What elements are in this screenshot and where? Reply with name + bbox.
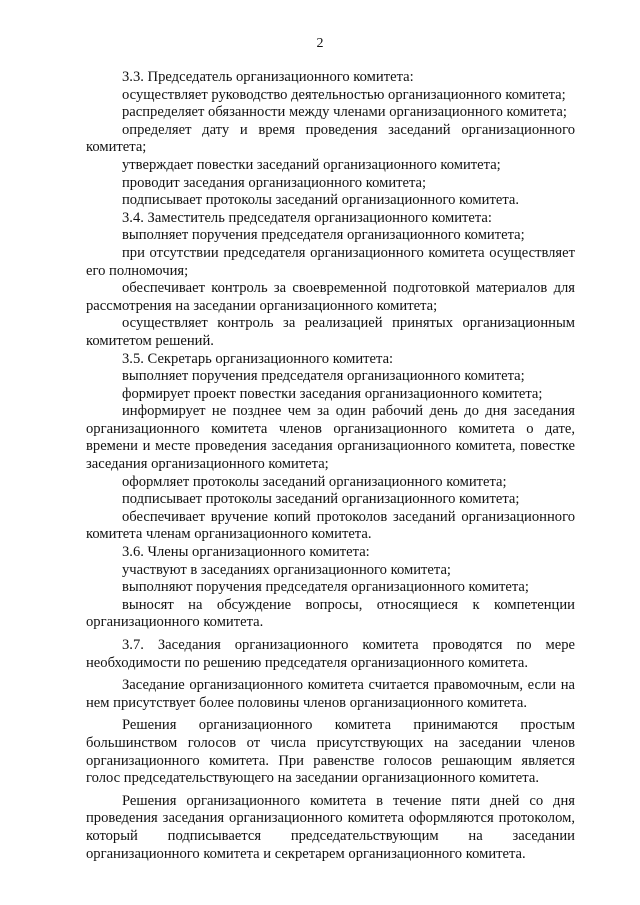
paragraph-3-6-heading: 3.6. Члены организационного комитета: [122, 544, 370, 561]
paragraph: Заседание организационного комитета считается правомочным, если на нем присутствует более половины членов организационного комитета. [86, 677, 575, 711]
paragraph: при отсутствии председателя организационного комитета осуществляет его полномочия; [86, 244, 575, 279]
paragraph: осуществляет руководство деятельностью организационного комитета; [122, 86, 566, 103]
paragraph: участвуют в заседаниях организационного комитета; [122, 561, 451, 578]
paragraph: подписывает протоколы заседаний организационного комитета. [122, 192, 520, 209]
paragraph: Решения организационного комитета в течение пяти дней со дня проведения заседания организационного комитета оформляются протоколом, который подписывается председательствующим на заседании организационного комитета и секретарем организационного комитета. [86, 792, 575, 862]
paragraph-3-4-heading: 3.4. Заместитель председателя организационного комитета: [122, 209, 492, 226]
paragraph: выносят на обсуждение вопросы, относящиеся к компетенции организационного комитета. [86, 596, 575, 631]
paragraph: выполняет поручения председателя организационного комитета; [122, 368, 525, 385]
paragraph-3-7: 3.7. Заседания организационного комитета проводятся по мере необходимости по решению председателя организационного комитета. [86, 637, 575, 671]
paragraph: утверждает повестки заседаний организационного комитета; [122, 156, 501, 173]
paragraph: Решения организационного комитета принимаются простым большинством голосов от числа присутствующих на заседании членов организационного комитета. При равенстве голосов решающим является голос председательствующего на заседании организационного комитета. [86, 717, 575, 787]
paragraph: информирует не позднее чем за один рабочий день до дня заседания организационного комитета членов организационного комитета о дате, времени и месте проведения заседания организационного комитета, повестке заседания организационного комитета; [86, 403, 575, 473]
paragraph-3-5-heading: 3.5. Секретарь организационного комитета: [122, 350, 394, 367]
paragraph: обеспечивает вручение копий протоколов заседаний организационного комитета членам организационного комитета. [86, 508, 575, 543]
paragraph: осуществляет контроль за реализацией принятых организационным комитетом решений. [86, 315, 575, 349]
paragraph: подписывает протоколы заседаний организационного комитета; [122, 491, 520, 508]
paragraph: выполняет поручения председателя организационного комитета; [122, 227, 525, 244]
paragraph: обеспечивает контроль за своевременной подготовкой материалов для рассмотрения на заседании организационного комитета; [86, 280, 575, 314]
paragraph: распределяет обязанности между членами организационного комитета; [122, 104, 567, 121]
paragraph: оформляет протоколы заседаний организационного комитета; [122, 473, 507, 490]
paragraph: формирует проект повестки заседания организационного комитета; [122, 385, 543, 402]
paragraph: выполняют поручения председателя организационного комитета; [122, 579, 529, 596]
paragraph: проводит заседания организационного комитета; [122, 174, 427, 191]
document-body [86, 69, 575, 863]
paragraph: определяет дату и время проведения заседаний организационного комитета; [86, 121, 575, 156]
page-number: 2 [316, 36, 324, 51]
paragraph-3-3-heading: 3.3. Председатель организационного комитета: [122, 69, 414, 85]
